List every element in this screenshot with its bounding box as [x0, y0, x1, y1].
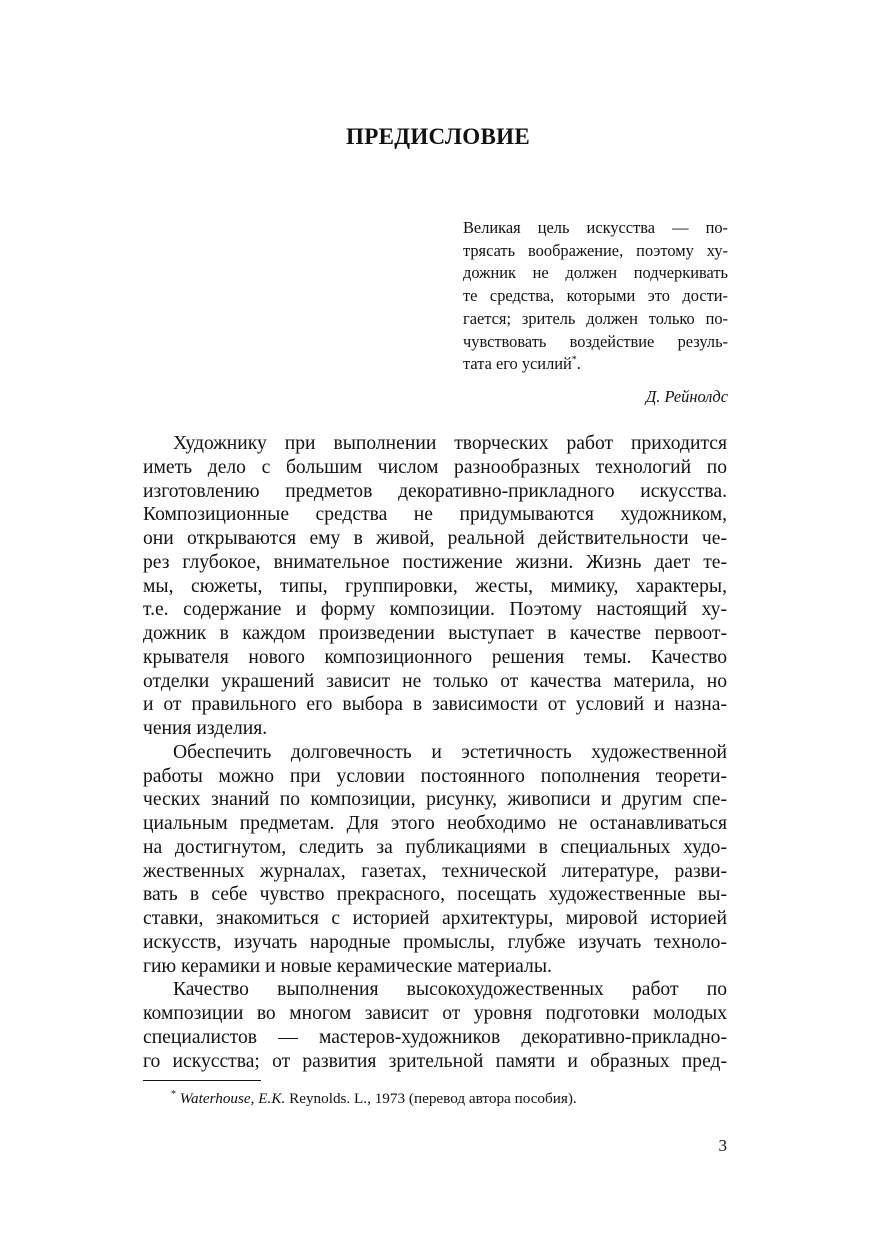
footnote-divider: [143, 1080, 261, 1081]
text-line: ставки, знакомиться с историей архитектуры, мировой историей: [143, 908, 727, 929]
text-line: Композиционные средства не придумываются художником,: [143, 504, 727, 526]
text-line: циальным предметам. Для этого необходимо не останавливаться: [143, 813, 727, 834]
text-line: мы, сюжеты, типы, группировки, жесты, мимику, характеры,: [143, 575, 727, 597]
text-line: Художнику при выполнении творческих работ приходится: [173, 433, 727, 454]
epigraph-line: чувствовать воздействие резуль-: [463, 331, 728, 351]
text-line: дожник в каждом произведении выступает в качестве первоот-: [143, 623, 727, 644]
text-line: Качество выполнения высокохудожественных работ по: [173, 979, 727, 1001]
epigraph-author: Д. Рейнолдс: [645, 386, 728, 406]
page-number: 3: [718, 1136, 727, 1155]
footnote: [171, 1089, 577, 1108]
text-line: чения изделия.: [143, 718, 268, 739]
epigraph-line: дожник не должен подчеркивать: [463, 263, 728, 283]
text-line: композиции во многом зависит от уровня подготовки молодых: [143, 1003, 727, 1024]
text-line: иметь дело с большим числом разнообразных технологий по: [143, 456, 727, 478]
epigraph-end-punct: .: [576, 354, 581, 374]
body-text: [143, 432, 727, 1073]
epigraph: [463, 217, 728, 407]
paragraph-2: [143, 741, 727, 979]
text-line: специалистов — мастеров-художников декоративно-прикладно-: [143, 1026, 727, 1048]
footnote-text: Reynolds. L., 1973 (перевод автора пособия).: [285, 1090, 577, 1108]
epigraph-line-last: [463, 353, 728, 376]
footnote-author: Waterhouse, E.K.: [179, 1090, 286, 1108]
epigraph-line: трясать воображение, поэтому ху-: [463, 240, 728, 260]
text-line: крывателя нового композиционного решения темы. Качество: [143, 646, 727, 668]
paragraph-1: [143, 432, 727, 741]
text-line: т.е. содержание и форму композиции. Поэтому настоящий ху-: [143, 599, 727, 621]
text-line: они открываются ему в живой, реальной действительности че-: [143, 528, 727, 549]
text-line: и от правильного его выбора в зависимости от условий и назна-: [143, 694, 727, 716]
text-line: Обеспечить долговечность и эстетичность художественной: [173, 741, 727, 763]
text-line: на достигнутом, следить за публикациями в специальных худо-: [143, 836, 727, 858]
epigraph-line: те средства, которыми это дости-: [463, 286, 728, 306]
text-line: ческих знаний по композиции, рисунку, живописи и другим спе-: [143, 789, 727, 811]
epigraph-line: Великая цель искусства — по-: [463, 218, 728, 237]
page-title: ПРЕДИСЛОВИЕ: [346, 124, 530, 149]
text-line: отделки украшений зависит не только от качества материла, но: [143, 670, 727, 692]
text-line: го искусства; от развития зрительной памяти и образных пред-: [143, 1050, 727, 1072]
text-line: искусств, изучать народные промыслы, глубже изучать техноло-: [143, 931, 727, 953]
text-line: жественных журналах, газетах, технической литературе, разви-: [143, 860, 727, 882]
epigraph-line: гается; зритель должен только по-: [463, 308, 728, 328]
text-line: изготовлению предметов декоративно-прикладного искусства.: [143, 480, 727, 502]
text-line: рез глубокое, внимательное постижение жизни. Жизнь дает те-: [143, 551, 727, 573]
epigraph-line-text: тата его усилий: [463, 354, 572, 374]
text-line: работы можно при условии постоянного пополнения теорети-: [143, 765, 727, 787]
text-line: гию керамики и новые керамические материалы.: [143, 955, 552, 977]
epigraph-footnote-mark: *: [571, 354, 577, 366]
paragraph-3: [143, 978, 727, 1073]
footnote-mark: *: [171, 1089, 176, 1100]
text-line: вать в себе чувство прекрасного, посещать художественные вы-: [143, 884, 727, 906]
